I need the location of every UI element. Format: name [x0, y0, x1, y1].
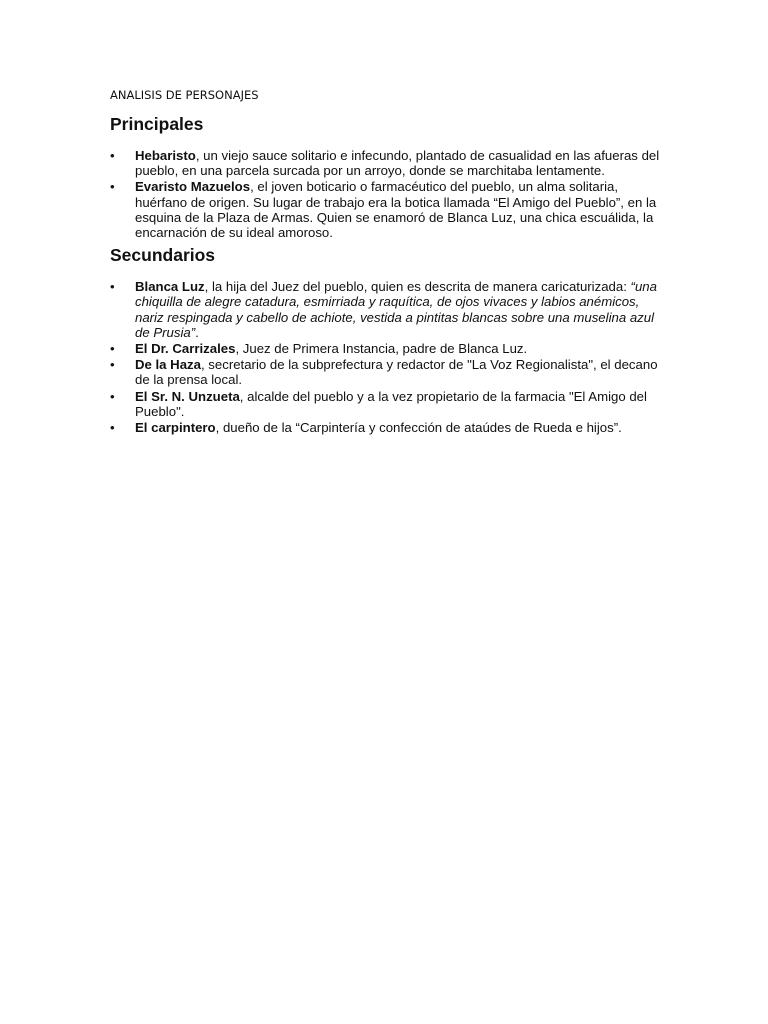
- list-item: [110, 341, 670, 356]
- character-name: De la Haza: [135, 357, 201, 373]
- character-description: , alcalde del pueblo y a la vez propietario de la farmacia "El Amigo del Pueblo".: [135, 388, 647, 419]
- bullet-icon: •: [110, 420, 115, 436]
- list-item: [110, 420, 670, 435]
- character-name: El Sr. N. Unzueta: [135, 388, 240, 404]
- list-item: [110, 179, 670, 240]
- list-item: [110, 148, 670, 178]
- document-page: [110, 86, 670, 436]
- character-description: , Juez de Primera Instancia, padre de Blanca Luz.: [235, 341, 528, 357]
- character-description: , secretario de la subprefectura y redactor de "La Voz Regionalista", el decano de la prensa local.: [135, 357, 658, 388]
- character-name: Evaristo Mazuelos: [135, 179, 251, 195]
- list-item: [110, 389, 670, 419]
- character-name: El carpintero: [135, 420, 216, 436]
- section-title-secundarios: Secundarios: [110, 245, 216, 266]
- character-name: El Dr. Carrizales: [135, 341, 236, 357]
- character-description: , dueño de la “Carpintería y confección de ataúdes de Rueda e hijos”.: [215, 420, 622, 436]
- character-quote: “una chiquilla de alegre catadura, esmirriada y raquítica, de ojos vivaces y labios anémicos, nariz respingada y cabello de achiote, vestida a pintitas blancas sobre una muselina azul de Prusia”: [135, 279, 657, 340]
- list-item: [110, 357, 670, 387]
- document-heading: ANALISIS DE PERSONAJES: [110, 88, 259, 102]
- bullet-icon: •: [110, 357, 115, 373]
- character-description: , el joven boticario o farmacéutico del pueblo, un alma solitaria, huérfano de origen. Su lugar de trabajo era la botica llamada “El Amigo del Pueblo”, en la esquina de la Plaza de Armas. Quien se enamoró de Blanca Luz, una chica escuálida, la encarnación de su ideal amoroso.: [135, 179, 657, 241]
- section-title-principales: Principales: [110, 114, 204, 134]
- principales-list: [110, 148, 670, 240]
- bullet-icon: •: [110, 179, 115, 195]
- quote-end: .: [195, 324, 199, 340]
- character-name: Blanca Luz: [135, 279, 205, 295]
- bullet-icon: •: [110, 279, 115, 295]
- character-name: Hebaristo: [135, 148, 196, 163]
- list-item: [110, 279, 670, 340]
- secundarios-list: [110, 279, 670, 435]
- bullet-icon: •: [110, 341, 115, 357]
- bullet-icon: •: [110, 148, 115, 163]
- character-description: , un viejo sauce solitario e infecundo, plantado de casualidad en las afueras del pueblo, en una parcela surcada por un arroyo, donde se marchitaba lentamente.: [135, 148, 660, 179]
- bullet-icon: •: [110, 388, 115, 404]
- character-description: , la hija del Juez del pueblo, quien es descrita de manera caricaturizada:: [204, 279, 631, 295]
